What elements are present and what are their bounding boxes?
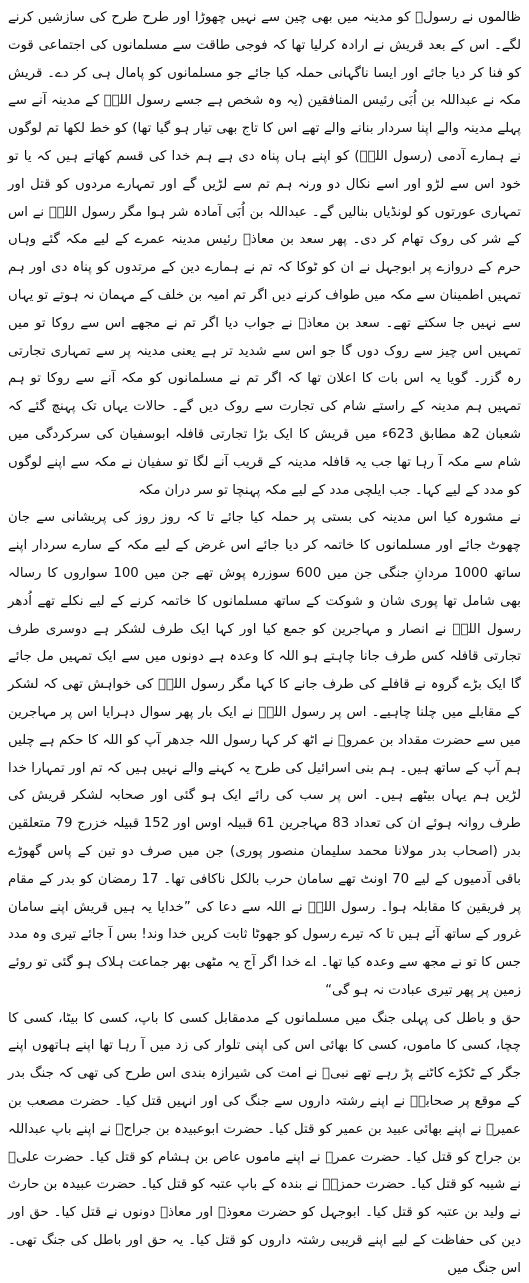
paragraph-march-to-badr: نے مشورہ کیا اس مدینہ کی بستی پر حملہ کیا جائے تا کہ روز روز کی پریشانی سے جان چھوٹ جائے اور مسلمانوں کا خاتمہ کر دیا جائے اس غرض کے لیے مکہ کے سارے سردار اپنے ساتھ 1000 مردانِ جنگی جن میں 600 سوزرہ پوش تھے جن میں 100 سواروں کا رسالہ بھی شامل تھا پوری شان و شوکت کے ساتھ مسلمانوں کا خاتمہ کرنے کے لیے نکلے تھے اُدھر رسول اللہؐ نے انصار و مہاجرین کو جمع کیا اور کہا ایک طرف لشکر ہے دوسری طرف تجارتی قافلہ کس طرف جانا چاہتے ہو اللہ کا وعدہ ہے دونوں میں سے ایک تمہیں مل جائے گا ایک بڑے گروہ نے قافلے کی طرف جانے کا کہا مگر رسول اللہؐ کی خواہش تھی کہ لشکر کے مقابلے میں چلنا چاہیے۔ اس پر رسول اللہؐ نے ایک بار پھر سوال دہرایا اس پر مہاجرین میں سے حضرت مقداد بن عمروؓ نے اٹھ کر کہا رسول اللہ جدھر آپ کو اللہ کا حکم ہے چلیں ہم آپ کے ساتھ ہیں۔ ہم بنی اسرائیل کی طرح یہ کہنے والے نہیں ہیں کہ تم اور تمہارا خدا لڑیں ہم یہاں بیٹھے ہیں۔ اس پر سب کی رائے ایک ہو گئی اور صحابہ لشکر قریش کی طرف روانہ ہوئے ان کی تعداد 83 مہاجرین 61 قبیلہ اوس اور 152 قبیلہ خزرج 79 متعلقین بدر (اصحاب بدر مولانا محمد سلیمان منصور پوری) جن میں صرف دو تین کے پاس گھوڑے باقی آدمیوں کے لیے 70 اونٹ تھے سامان حرب بالکل ناکافی تھا۔ 17 رمضان کو بدر کے مقام پر فریقین کا مقابلہ ہوا۔ رسول اللہؐ نے اللہ سے دعا کی ”خدایا یہ ہیں قریش اپنے سامان غرور کے ساتھ آئے ہیں تا کہ تیرے رسول کو جھوٹا ثابت کریں خدا وند! بس آ جائے تیری وہ مدد جس کا تو نے مجھ سے وعدہ کیا تھا۔ اے خدا اگر آج یہ مٹھی بھر جماعت ہلاک ہو گئی تو روئے زمین پر پھر تیری عبادت نہ ہو گی“ — [8, 510, 521, 998]
paragraph-first-battle: حق و باطل کی پہلی جنگ میں مسلمانوں کے مدمقابل کسی کا باپ، کسی کا بیٹا، کسی کا چچا، کسی کا ماموں، کسی کا بھائی اس کی اپنی تلوار کی زد میں آ رہا تھا اپنے ہاتھوں اپنے جگر کے ٹکڑے کاٹنے پڑ رہے تھے نبیؐ نے امت کی شیرازہ بندی اس طرح کی تھی کہ جنگ بدر کے موقع پر صحابہؓ نے اپنے رشتہ داروں سے جنگ کی اور انہیں قتل کیا۔ حضرت مصعب بن عمیرؓ نے اپنے بھائی عبید بن عمیر کو قتل کیا۔ حضرت ابوعبیدہ بن جراحؓ نے اپنے باپ عبداللہ بن جراح کو قتل کیا۔ حضرت عمرؓ نے اپنے ماموں عاص بن ہشام کو قتل کیا۔ حضرت علیؓ نے شیبہ کو قتل کیا۔ حضرت حمزہؓ نے بندہ کے باپ عتبہ کو قتل کیا۔ حضرت عبیدہ بن حارث نے ولید بن عتبہ کو قتل کیا۔ ابوجہل کو حضرت معوذؓ اور معاذؓ دونوں نے قتل کیا۔ حق اور دین کی حفاظت کے لیے اپنے قریبی رشتہ داروں کو قتل کیا۔ یہ حق اور باطل کی جنگ تھی۔ اس جنگ میں — [8, 1010, 521, 1276]
paragraph-quraysh-plot: ظالموں نے رسولؐ کو مدینہ میں بھی چین سے نہیں چھوڑا اور طرح طرح کی سازشیں کرنے لگے۔ اس کے بعد قریش نے ارادہ کرلیا تھا کہ فوجی طاقت سے مسلمانوں کی اجتماعی قوت کو فنا کر دیا جائے اور ایسا ناگہانی حملہ کیا جائے جو مسلمانوں کو پامال ہی کر دے۔ قریش مکہ نے عبداللہ بن اُبَی رئیس المنافقین (یہ وہ شخص ہے جسے رسول اللہؐ کے مدینہ آنے سے پہلے مدینہ والے اپنا سردار بنانے والے تھے اس کا تاج بھی تیار ہو گیا تھا) کو خط لکھا تم لوگوں نے ہمارے آدمی (رسول اللہؐ) کو اپنے ہاں پناہ دی ہے ہم خدا کی قسم کھاتے ہیں کہ یا تو خود اس سے لڑو اور اسے نکال دو ورنہ ہم تم سے لڑیں گے اور تمہارے مردوں کو قتل اور تمہاری عورتوں کو لونڈیاں بنالیں گے۔ عبداللہ بن اُبَی آمادہ شر ہوا مگر رسول اللہؐ نے اس کے شر کی روک تھام کر دی۔ پھر سعد بن معاذؓ رئیس مدینہ عمرے کے لیے مکہ گئے وہاں حرم کے دروازے پر ابوجہل نے ان کو ٹوکا کہ تم نے ہمارے دین کے مرتدوں کو پناہ دی اور ہم تمہیں اطمینان سے مکہ میں طواف کرنے دیں اگر تم امیہ بن خلف کے مہمان نہ ہوتے تو یہاں سے نہیں جا سکتے تھے۔ سعد بن معاذؓ نے جواب دیا اگر تم نے مجھے اس سے روکا تو میں تمہیں اس چیز سے روک دوں گا جو اس سے شدید تر ہے یعنی مدینہ پر سے تمہاری تجارتی رہ گزر۔ گویا یہ اس بات کا اعلان تھا کہ اگر تم نے مسلمانوں کو مکہ آنے سے روکا تو ہم تمہیں ہم مدینہ کے راستے شام کی تجارت سے روک دیں گے۔ حالات یہاں تک پہنچ گئے کہ شعبان 2ھ مطابق 623ء میں قریش کا ایک بڑا تجارتی قافلہ ابوسفیان کی سرکردگی میں شام سے مکہ آ رہا تھا جب یہ قافلہ مدینہ کے قریب آنے لگا تو سفیان نے مکہ سے اپنے لوگوں کو مدد کے لیے کہا۔ جب ایلچی مدد کے لیے مکہ پہنچا تو سر دران مکہ — [8, 10, 521, 498]
